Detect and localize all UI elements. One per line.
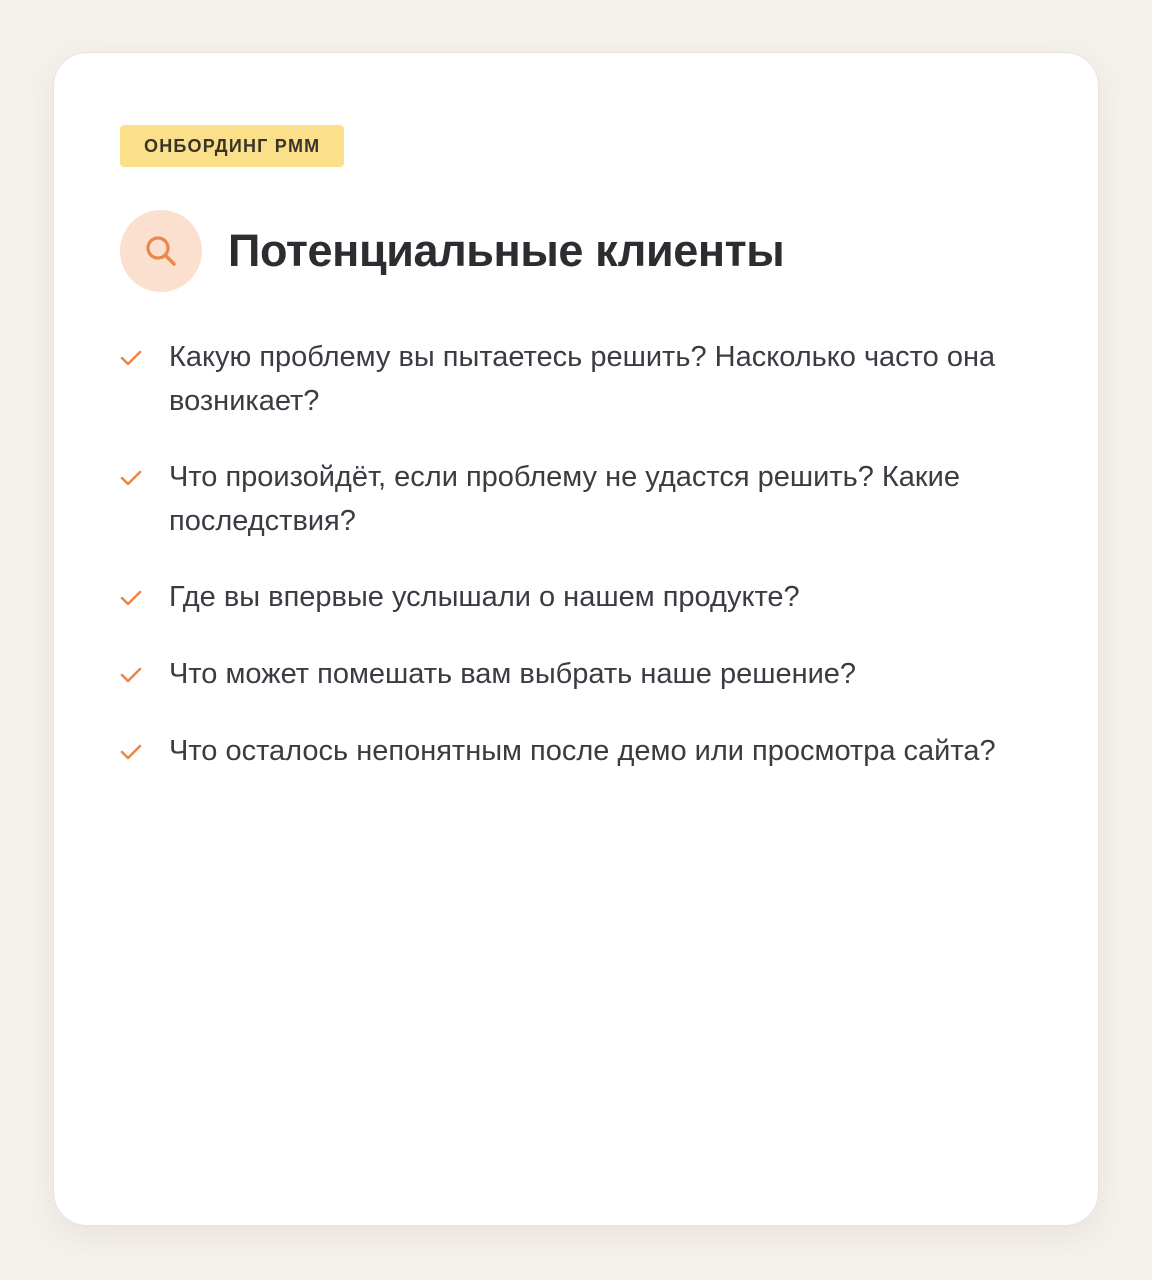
- list-item: [120, 576, 1050, 620]
- list-item-text: Что осталось непонятным после демо или просмотра сайта?: [169, 735, 996, 767]
- check-icon: [120, 653, 144, 697]
- card-title: Потенциальные клиенты: [228, 225, 785, 276]
- list-item: [120, 336, 1050, 423]
- question-card: [53, 52, 1099, 1226]
- list-item: [120, 456, 1050, 543]
- list-item-text: Какую проблему вы пытаетесь решить? Насколько часто она возникает?: [169, 341, 996, 417]
- list-item: [120, 653, 1050, 697]
- card-header: [120, 210, 784, 292]
- category-tag: ОНБОРДИНГ PMM: [120, 125, 344, 167]
- list-item: [120, 730, 1050, 774]
- list-item-text: Что может помешать вам выбрать наше решение?: [169, 658, 857, 690]
- list-item-text: Что произойдёт, если проблему не удастся решить? Какие последствия?: [169, 461, 960, 537]
- check-icon: [120, 336, 144, 380]
- search-icon: [120, 210, 202, 292]
- check-icon: [120, 456, 144, 500]
- list-item-text: Где вы впервые услышали о нашем продукте?: [169, 581, 800, 613]
- check-icon: [120, 576, 144, 620]
- question-list: [120, 336, 1050, 807]
- check-icon: [120, 730, 144, 774]
